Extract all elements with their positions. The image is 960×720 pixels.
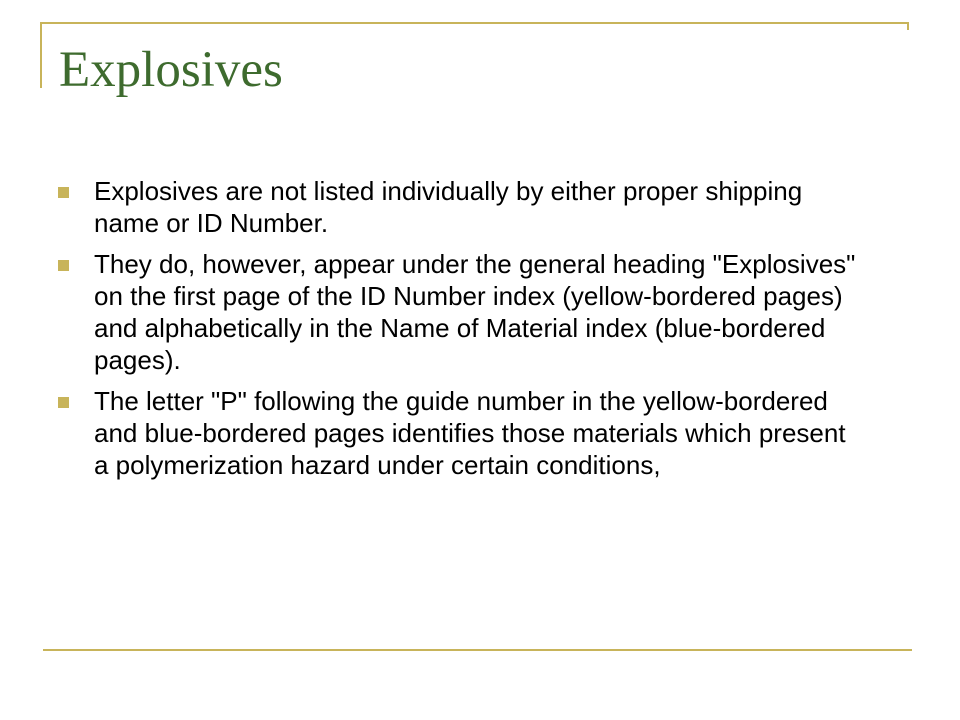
bottom-border-line bbox=[43, 649, 912, 651]
bullet-text: They do, however, appear under the general heading "Explosives" on the first page of the ID Number index (yellow-bordered pages) and alphabetically in the Name of Material index (blue-bordered pages). bbox=[94, 249, 856, 375]
bullet-item bbox=[58, 175, 858, 239]
square-bullet-icon bbox=[58, 187, 69, 198]
bullet-list bbox=[58, 175, 858, 490]
left-border-line bbox=[40, 22, 42, 88]
slide-title: Explosives bbox=[59, 42, 283, 98]
bullet-item bbox=[58, 385, 858, 481]
bullet-item bbox=[58, 248, 858, 376]
right-border-tick bbox=[907, 22, 909, 30]
square-bullet-icon bbox=[58, 397, 69, 408]
bullet-text: Explosives are not listed individually by either proper shipping name or ID Number. bbox=[94, 176, 803, 238]
bullet-text: The letter "P" following the guide number in the yellow-bordered and blue-bordered pages identifies those materials which present a polymerization hazard under certain conditions, bbox=[94, 386, 846, 480]
top-border-line bbox=[41, 22, 908, 24]
square-bullet-icon bbox=[58, 260, 69, 271]
